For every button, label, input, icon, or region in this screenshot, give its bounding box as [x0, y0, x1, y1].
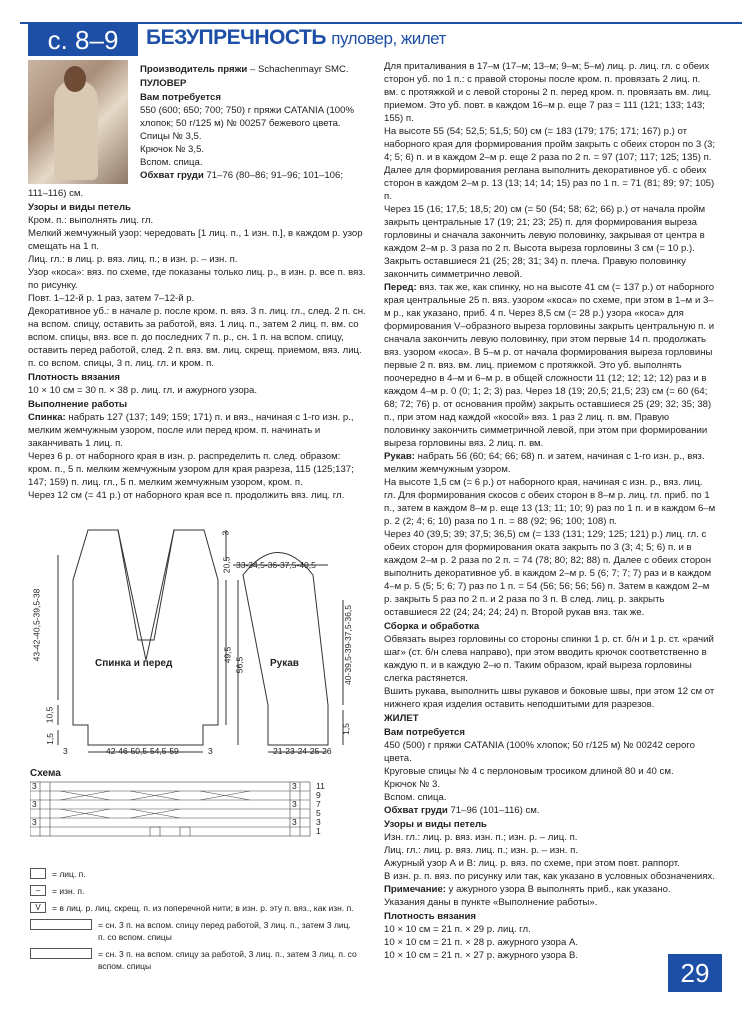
text-paragraph: Изн. гл.: лиц. р. вяз. изн. п.; изн. р. – лиц. п.	[384, 832, 578, 843]
text-paragraph: 10 × 10 см = 21 п. × 27 р. ажурного узора В.	[384, 950, 579, 961]
term-label: Примечание:	[384, 884, 446, 895]
text-paragraph: Вам потребуется	[140, 92, 221, 103]
term-text: – Schachenmayr SMC.	[247, 64, 349, 75]
title-subtitle: пуловер, жилет	[331, 29, 446, 48]
body-outline	[73, 530, 218, 745]
schema-mark: 3	[292, 817, 297, 827]
text-paragraph: 450 (500) г пряжи CATANIA (100% хлопок; 50 г/125 м) № 00242 серого цвета.	[384, 740, 695, 764]
pattern-diagram	[28, 520, 363, 760]
text-paragraph: Круговые спицы № 4 с перлоновым тросиком длиной 80 и 40 см.	[384, 766, 674, 777]
legend-item	[30, 885, 360, 897]
text-paragraph: ЖИЛЕТ	[384, 713, 419, 724]
text-paragraph: На высоте 55 (54; 52,5; 51,5; 50) см (= 183 (179; 175; 171; 167) р.) от наборного края для формирования пройм закрыть с обеих сторон по 3 (3; 4; 5; 6) п. и в каждом 2–м р. еще 2 раза по 2 п. = 97 (107; 117; 125; 135) п.	[384, 126, 716, 163]
legend-text: = лиц. п.	[52, 869, 86, 879]
text-paragraph: 111–116) см.	[28, 188, 84, 199]
schema-mark: 3	[32, 799, 37, 809]
text-paragraph: Узоры и виды петель	[28, 202, 131, 213]
schema-mark: 3	[292, 799, 297, 809]
text-paragraph: Плотность вязания	[384, 911, 476, 922]
schema-mark: 3	[32, 817, 37, 827]
dim-body-h1: 49,5	[222, 646, 233, 664]
legend	[30, 868, 360, 977]
text-paragraph: Через 40 (39,5; 39; 37,5; 36,5) см (= 133 (131; 129; 125; 121) р.) лиц. гл. с обеих сторон для формирования оката закрыть по 3 (3; 4; 5; 6) п. и в каждом 2–м р. 2 раза по 2 п. = 74 (78; 80; 82; 88) п. Далее с обеих сторон выполнить декоративное уб. в каждом 2–м р. 5 (6; 7; 7; 7) раз и в каждом 4–м р. 5 (5; 5; 6; 7) раз по 1 п. = 54 (56; 56; 56; 56) п. Затем в каждом 2–м р. закрыть 5 раз по 2 п. и 2 раза по 3 п. В след. лиц. р. закрыть оставшиеся 22 (24; 24; 24; 24) п. Второй рукав вяз. так же.	[384, 529, 712, 618]
schema-row-3: 3	[316, 817, 321, 827]
text-paragraph: Лиц. гл.: лиц. р. вяз. лиц. п.; изн. р. – изн. п.	[384, 845, 579, 856]
photo-head	[64, 66, 86, 92]
text-paragraph: Далее для формирования реглана выполнить декоративное уб. с обеих сторон в каждом 2–м р. 13 (13; 14; 14; 15) раз по 1 п. = 71 (81; 89; 97; 105) п.	[384, 165, 715, 202]
dim-bottom-h1: 10,5	[44, 706, 55, 724]
page-number: 29	[668, 954, 722, 992]
term-label: Спинка:	[28, 412, 66, 423]
dim-top-right: 33-34,5-36-37,5-40,5	[236, 560, 316, 570]
term-text: у ажурного узора В выполнять приб., как указано.	[445, 884, 671, 895]
dim-bottom-right: 3	[208, 746, 213, 756]
text-paragraph: Крючок № 3,5.	[140, 144, 205, 155]
legend-symbol-icon	[30, 919, 92, 930]
text-paragraph: Вспом. спица.	[384, 792, 447, 803]
text-paragraph: Через 6 р. от наборного края в изн. р. распределить п. след. образом: кром. п., 5 п. мелким жемчужным узором для края разреза, 115 (125;137; 147; 159) п. лиц. гл., 5 п. мелким жемчужным узором, кром. п.	[28, 451, 354, 488]
schema-svg	[30, 780, 330, 838]
term-label: Обхват груди	[140, 170, 204, 181]
text-paragraph: Через 15 (16; 17,5; 18,5; 20) см (= 50 (54; 58; 62; 66) р.) от начала пройм закрыть центральные 17 (19; 21; 23; 25) п. для формирования выреза горловины и сначала закончить левую половинку, закрывая от центра в каждом 2–м р. 3 раза по 2 п. Высота выреза горловины 3 см (= 10 р.). Закрыть оставшиеся 21 (25; 28; 31; 34) п. плеча. Правую половинку закончить симметрично левой.	[384, 204, 706, 280]
text-paragraph	[384, 281, 716, 450]
legend-text: = изн. п.	[52, 886, 85, 896]
term-text: 71–96 (101–116) см.	[447, 805, 540, 816]
text-paragraph: Декоративное уб.: в начале р. после кром. п. вяз. 3 п. лиц. гл., след. 2 п. сн. на вспом. спицу, оставить за работой, вяз. 1 лиц. п., затем 2 лиц. п. вм. со вспом. спицы, вяз. все п. до последних 7 п. р., сн. 1 п. на вспом. спицу, оставить перед работой, след. 2 п. вяз. вм. лиц. скрещ. приемом, вяз. лиц. п. со вспом. спицы, 3 п. лиц. гл. и кром. п.	[28, 306, 366, 369]
text-paragraph: Мелкий жемчужный узор: чередовать [1 лиц. п., 1 изн. п.], в каждом р. узор смещать на 1 п.	[28, 228, 363, 252]
dim-sleeve-h: 40-39,5-39-37,5-36,5	[342, 605, 353, 685]
text-paragraph: Повт. 1–12-й р. 1 раз, затем 7–12-й р.	[28, 293, 195, 304]
legend-symbol-icon	[30, 948, 92, 959]
dim-neck-depth: 20,5	[221, 556, 232, 574]
text-paragraph: Обвязать вырез горловины со стороны спинки 1 р. ст. б/н и 1 р. ст. «рачий шаг» (ст. б/н слева направо), при этом вводить крючок соответственно в каждую п. и в каждую 2–ю п. Таким образом, край выреза горловины слегка растянется.	[384, 634, 714, 684]
dim-bottom-width: 42-46-50,5-54,5-59	[106, 746, 179, 756]
text-paragraph: Сборка и обработка	[384, 621, 480, 632]
text-paragraph: Указания даны в пункте «Выполнение работы».	[384, 897, 598, 908]
dim-bottom-edge: 3	[63, 746, 68, 756]
text-paragraph: Кром. п.: выполнять лиц. гл.	[28, 215, 154, 226]
dim-sleeve-bottom: 21-23-24-25-26	[273, 746, 332, 756]
text-paragraph	[384, 883, 716, 896]
text-paragraph: 10 × 10 см = 21 п. × 29 р. лиц. гл.	[384, 924, 531, 935]
schema-row-7: 7	[316, 799, 321, 809]
body-label: Спинка и перед	[95, 658, 173, 669]
sleeve-label: Рукав	[270, 658, 299, 669]
text-paragraph: Спицы № 3,5.	[140, 131, 202, 142]
text-paragraph: В изн. р. п. вяз. по рисунку или так, как указано в условных обозначениях.	[384, 871, 715, 882]
legend-item	[30, 902, 360, 914]
text-paragraph: Узоры и виды петель	[384, 819, 487, 830]
neck-placket	[118, 530, 174, 640]
schema-row-1: 1	[316, 826, 321, 836]
text-paragraph	[384, 450, 716, 476]
page-ref-badge: с. 8–9	[28, 24, 138, 56]
legend-text: = сн. 3 п. на вспом. спицу за работой, 3 лиц. п., затем 3 лиц. п. со вспом. спицы	[98, 949, 357, 971]
dim-body-h2: 56,5	[234, 656, 245, 674]
text-paragraph: 10 × 10 см = 21 п. × 28 р. ажурного узора А.	[384, 937, 579, 948]
text-paragraph: Для приталивания в 17–м (17–м; 13–м; 9–м; 5–м) лиц. р. лиц. гл. с обеих сторон уб. по 1 п.: с правой стороны после кром. п. провязать 2 лиц. п. вм. с протяжкой и с левой стороны 2 п. перед кром. п. провязать вм. лиц. приемом. Это уб. повт. в каждом 16–м р. еще 7 раз = 111 (121; 133; 143; 155) п.	[384, 61, 712, 124]
text-paragraph: Плотность вязания	[28, 372, 120, 383]
legend-item	[30, 919, 360, 943]
legend-symbol-icon: V	[30, 902, 46, 913]
text-paragraph: Вшить рукава, выполнить швы рукавов и боковые швы, при этом 12 см от нижнего края изделия оставить неподшитыми для разрезов.	[384, 686, 715, 710]
text-paragraph: ПУЛОВЕР	[140, 78, 187, 89]
text-paragraph: Лиц. гл.: в лиц. р. вяз. лиц. п.; в изн. р. – изн. п.	[28, 254, 238, 265]
legend-symbol-icon: –	[30, 885, 46, 896]
legend-text: = сн. 3 п. на вспом. спицу перед работой, 3 лиц. п., затем 3 лиц. п. со вспом. спицы	[98, 920, 351, 942]
schema-grid	[30, 780, 330, 838]
text-paragraph: Через 12 см (= 41 р.) от наборного края все п. продолжить вяз. лиц. гл.	[28, 490, 345, 501]
materials-block	[140, 63, 370, 182]
legend-item	[30, 868, 360, 880]
dim-sleeve-h2: 1,5	[340, 723, 351, 735]
pattern-svg	[28, 520, 363, 760]
text-paragraph	[140, 63, 370, 76]
dim-left-height: 43-42-40,5-39,5-38	[31, 588, 42, 662]
page-title	[146, 26, 446, 50]
photo-figure	[54, 80, 98, 180]
dim-bottom-h2: 1,5	[44, 733, 55, 745]
term-text: 71–76 (80–86; 91–96; 101–106;	[203, 170, 344, 181]
legend-item	[30, 948, 360, 972]
schema-title: Схема	[30, 768, 61, 779]
text-paragraph: 10 × 10 см = 30 п. × 38 р. лиц. гл. и ажурного узора.	[28, 385, 257, 396]
text-paragraph: 550 (600; 650; 700; 750) г пряжи CATANIA (100% хлопок; 50 г/125 м) № 00257 бежевого цвета.	[140, 105, 354, 129]
schema-row-9: 9	[316, 790, 321, 800]
right-column-text	[384, 60, 716, 962]
schema-mark: 3	[292, 781, 297, 791]
term-text: набрать 127 (137; 149; 159; 171) п. и вяз., начиная с 1-го изн. р., мелким жемчужным узором, после или перед кром. п. начинать и заканчивать 1 лиц. п.	[28, 412, 354, 449]
term-label: Обхват груди	[384, 805, 448, 816]
schema-mark: 3	[32, 781, 37, 791]
schema-row-11: 11	[316, 781, 325, 791]
text-paragraph: Узор «коса»: вяз. по схеме, где показаны только лиц. р., в изн. р. все п. вяз. по рисунку.	[28, 267, 366, 291]
sleeve-outline	[243, 553, 328, 746]
text-paragraph: Вам потребуется	[384, 727, 465, 738]
term-label: Производитель пряжи	[140, 64, 248, 75]
left-column-text	[28, 187, 366, 502]
text-paragraph: На высоте 1,5 см (= 6 р.) от наборного края, начиная с изн. р., вяз. лиц. гл. Для формирования скосов с обеих сторон в 8–м р. лиц. гл. приб. по 1 п., затем в каждом 8–м р. еще 13 (13; 11; 10; 9) раз по 1 п. и в каждом 6–м р. 2 (2; 4; 6; 10) раза по 1 п. = 88 (92; 96; 100; 108) п.	[384, 477, 716, 527]
dim-neck-top: 3	[220, 530, 231, 536]
text-paragraph: Ажурный узор А и В: лиц. р. вяз. по схеме, при этом повт. раппорт.	[384, 858, 680, 869]
term-label: Рукав:	[384, 451, 415, 462]
title-main: БЕЗУПРЕЧНОСТЬ	[146, 26, 326, 49]
schema-row-5: 5	[316, 808, 321, 818]
term-text: набрать 56 (60; 64; 66; 68) п. и затем, начиная с 1-го изн. р., вяз. мелким жемчужным узором.	[384, 451, 705, 475]
text-paragraph	[140, 169, 370, 182]
legend-text: = в лиц. р. лиц. скрещ. п. из поперечной нити; в изн. р. эту п. вяз., как изн. п.	[52, 903, 354, 913]
text-paragraph: Крючок № 3.	[384, 779, 441, 790]
text-paragraph: Вспом. спица.	[140, 157, 203, 168]
text-paragraph	[384, 804, 716, 817]
text-paragraph	[28, 411, 366, 450]
term-text: вяз. так же, как спинку, но на высоте 41 см (= 137 р.) от наборного края центральные 25 п. вяз. узором «коса» по схеме, при этом в 1–м и 3–м р., как указано, приб. 4 п. Через 8,5 см (= 28 р.) узора «коса» для формирования V–образного выреза горловины закрыть центральную п. и сначала закончить левую половинку, при этом первые 14 п. продолжать вяз. узором «коса». В 5–м р. от начала формирования выреза горловины первые 2 п. вяз. вм. лиц. приемом с протяжкой. Это уб. выполнять поочередно в 4–м и 6–м р. в общей сложности 11 (12; 12; 12; 12) раз и в каждом 4–м р. 0 (0; 1; 2; 3) раз. Через 18 (19; 20,5; 21,5; 23) см (= 60 (64; 68; 72; 76) р. от основания пройм) закрыть оставшиеся 25 (29; 32; 35; 38) п., при этом над каждой «косой» вяз. 1 раз 2 лиц. п. вм. Правую половинку закончить симметричной левой, при этом при формировании выреза горловины вяз. 2 лиц. п. вм.	[384, 282, 715, 449]
term-label: Перед:	[384, 282, 417, 293]
legend-symbol-icon	[30, 868, 46, 879]
text-paragraph: Выполнение работы	[28, 399, 128, 410]
model-photo	[28, 60, 128, 184]
